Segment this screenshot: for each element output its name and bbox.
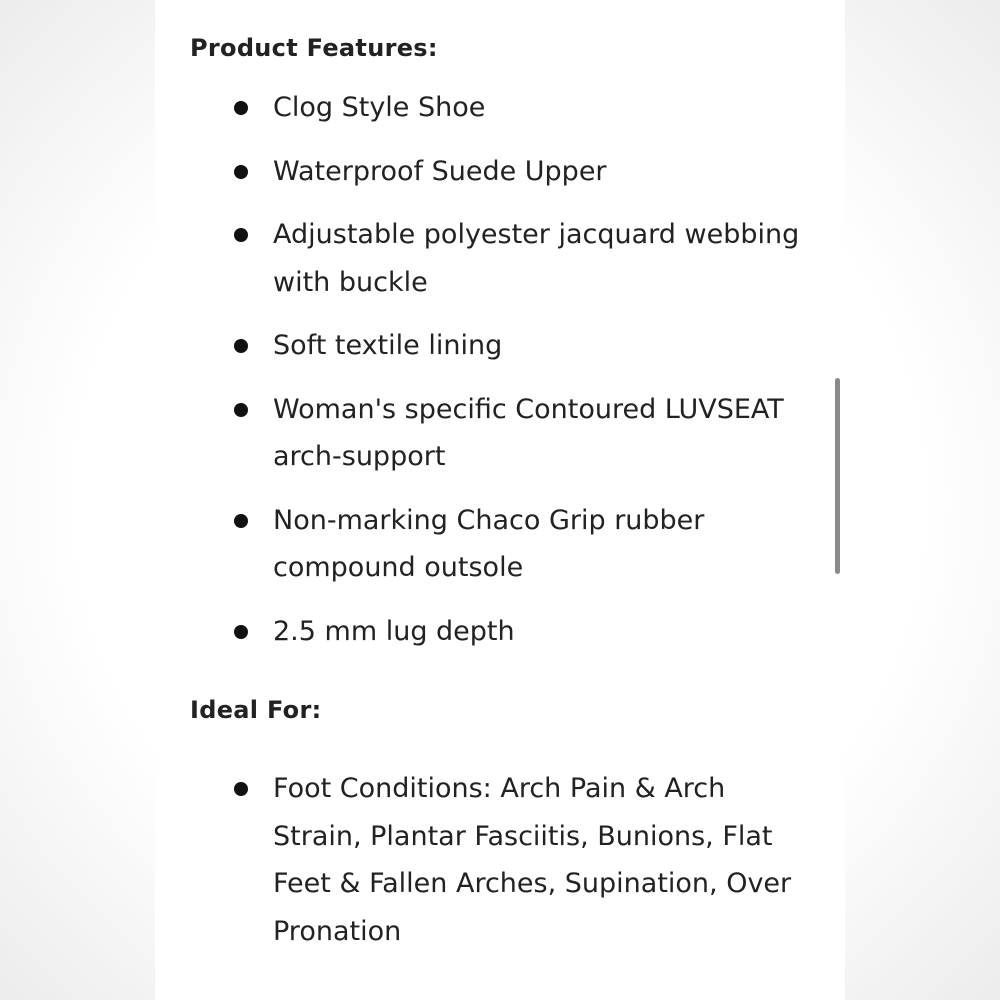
list-item — [155, 148, 845, 196]
feature-text: Adjustable polyester jacquard webbing with buckle — [273, 219, 800, 298]
bullet-icon — [234, 514, 248, 528]
feature-text: Woman's specific Contoured LUVSEAT arch-support — [273, 393, 784, 472]
list-item — [155, 322, 845, 370]
list-item — [155, 211, 845, 306]
scrollbar-thumb[interactable] — [835, 378, 840, 574]
list-item — [155, 765, 845, 955]
list-item — [155, 386, 845, 481]
list-item — [155, 84, 845, 132]
bullet-icon — [234, 403, 248, 417]
ideal-for-heading: Ideal For: — [190, 696, 322, 724]
ideal-for-text: Foot Conditions: Arch Pain & Arch Strain, Plantar Fasciitis, Bunions, Flat Feet & Fallen Arches, Supination, Over Pronation — [273, 773, 792, 947]
bullet-icon — [234, 339, 248, 353]
bullet-icon — [234, 625, 248, 639]
ideal-for-list — [155, 765, 845, 971]
feature-text: Clog Style Shoe — [273, 92, 486, 123]
feature-text: Non-marking Chaco Grip rubber compound outsole — [273, 504, 705, 583]
bullet-icon — [234, 782, 248, 796]
bullet-icon — [234, 228, 248, 242]
product-description-panel[interactable] — [155, 0, 845, 1000]
bullet-icon — [234, 101, 248, 115]
feature-text: Soft textile lining — [273, 330, 503, 361]
list-item — [155, 608, 845, 656]
product-features-list — [155, 84, 845, 671]
feature-text: Waterproof Suede Upper — [273, 155, 607, 187]
bullet-icon — [234, 165, 248, 179]
product-features-heading: Product Features: — [190, 34, 438, 62]
list-item — [155, 497, 845, 592]
feature-text: 2.5 mm lug depth — [273, 615, 515, 647]
